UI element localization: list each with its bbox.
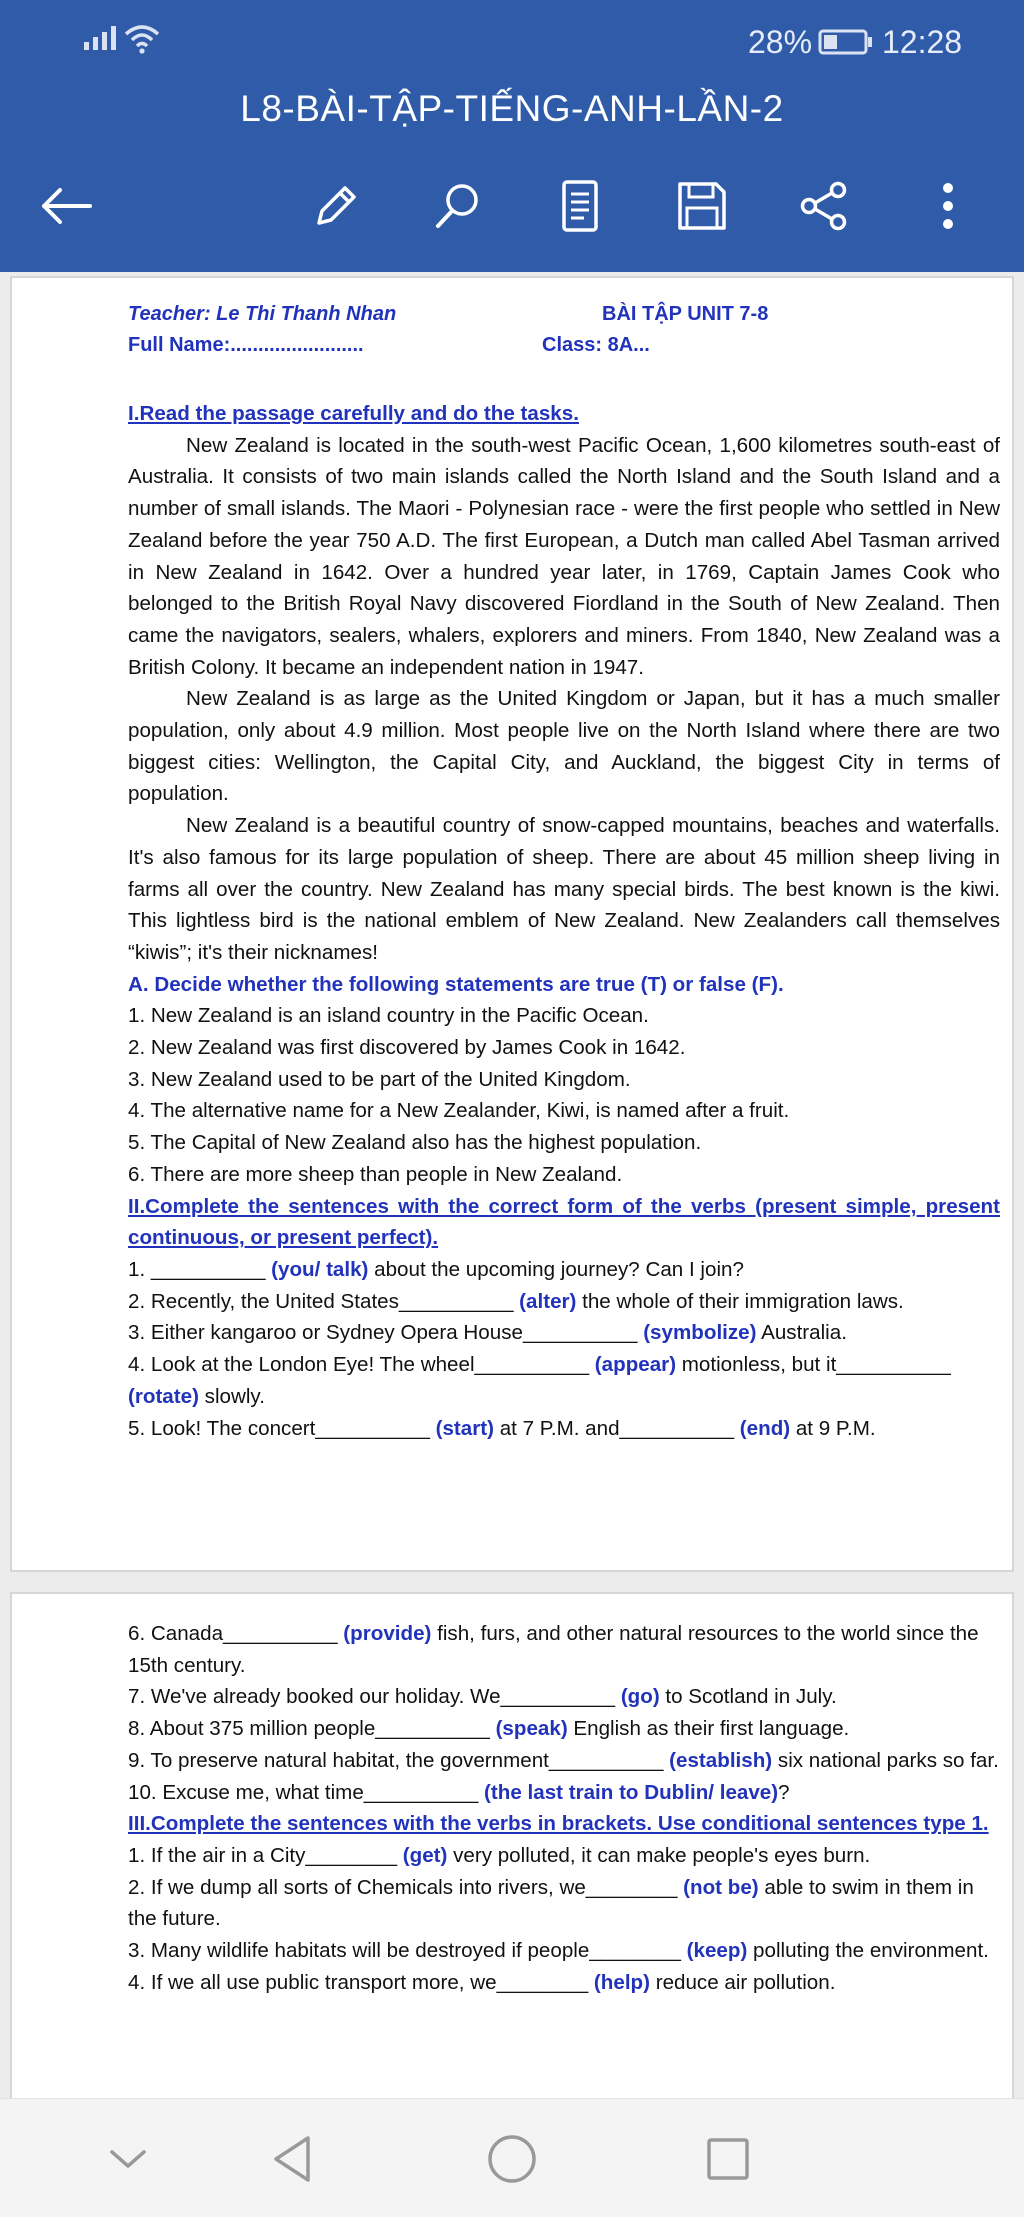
home-circle-icon [485,2132,539,2186]
exercise-text: slowly. [198,1384,265,1408]
verb-exercise-10 [128,1777,1000,1809]
exercise-text: at 7 P.M. and__________ [493,1416,740,1440]
part-a-title: A. Decide whether the following statements are true (T) or false (F). [128,972,784,996]
exercise-text: 2. If we dump all sorts of Chemicals into rivers, we________ [128,1875,684,1899]
document-page-1 [10,276,1014,1572]
exercise-text: 10. Excuse me, what time__________ [128,1780,485,1804]
verb-exercise-9 [128,1745,1000,1777]
true-false-item: 5. The Capital of New Zealand also has the highest population. [128,1131,702,1155]
true-false-item: 2. New Zealand was first discovered by James Cook in 1642. [128,1036,686,1060]
verb-hint: (get) [402,1843,448,1867]
conditional-exercise-1 [128,1840,1000,1872]
exercise-text: ? [778,1780,790,1804]
verb-hint: (rotate) [128,1384,199,1408]
exercise-text: 4. If we all use public transport more, we________ [128,1970,594,1994]
exercise-text: Australia. [756,1321,847,1345]
save-button[interactable] [666,170,738,242]
teacher-name: Teacher: Le Thi Thanh Nhan [128,303,397,325]
section-3-title: III.Complete the sentences with the verbs in brackets. Use conditional sentences type 1. [128,1812,989,1836]
save-icon [676,180,728,232]
status-bar [0,0,1024,84]
document-page-2 [10,1592,1014,2098]
verb-hint: (start) [435,1416,494,1440]
more-options-icon [938,180,958,232]
exercise-text: motionless, but it__________ [676,1353,951,1377]
back-nav-button[interactable] [260,2127,324,2191]
recents-nav-button[interactable] [696,2127,760,2191]
true-false-item: 4. The alternative name for a New Zealander, Kiwi, is named after a fruit. [128,1099,790,1123]
more-options-button[interactable] [912,170,984,242]
conditional-exercise-4 [128,1967,1000,1999]
status-time: 12:28 [882,24,963,60]
unit-title: BÀI TẬP UNIT 7-8 [602,303,769,325]
exercise-text: 7. We've already booked our holiday. We__________ [128,1685,621,1709]
collapse-nav-button[interactable] [96,2127,160,2191]
full-name-field: Full Name:........................ [128,334,364,356]
verb-hint: (keep) [686,1939,748,1963]
exercise-text: the whole of their immigration laws. [576,1289,904,1313]
back-arrow-icon [38,186,94,226]
share-button[interactable] [788,170,860,242]
verb-hint: (speak) [495,1717,568,1741]
exercise-text: about the upcoming journey? Can I join? [368,1257,744,1281]
exercise-text: 2. Recently, the United States__________ [128,1289,520,1313]
pencil-icon [311,181,361,231]
verb-exercise-2 [128,1286,1000,1318]
passage-paragraph-3: New Zealand is a beautiful country of snow-capped mountains, beaches and waterfalls. It's also famous for its large population of sheep. There are about 45 million sheep living in farms all over the country. New Zealand has many special birds. The best known is the kiwi. This lightless bird is the national emblem of New Zealand. New Zealanders call themselves “kiwis”; it's their nicknames! [128,814,1000,964]
true-false-item: 6. There are more sheep than people in New Zealand. [128,1162,623,1186]
exercise-text: very polluted, it can make people's eyes burn. [447,1843,871,1867]
section-1-title: I.Read the passage carefully and do the tasks. [128,402,579,425]
exercise-text: fish, furs, and other natural resources to the world since the 15th century. [128,1622,979,1677]
reading-view-icon [560,179,600,233]
wifi-icon [124,22,160,54]
verb-hint: (end) [739,1416,791,1440]
home-nav-button[interactable] [480,2127,544,2191]
exercise-text: 6. Canada__________ [128,1622,344,1645]
verb-hint: (symbolize) [643,1321,757,1345]
passage-paragraph-2: New Zealand is as large as the United Kingdom or Japan, but it has a much smaller population, only about 4.9 million. Most people live on the North Island where there are two biggest cities: Wellington, the Capital City, and Auckland, the biggest City in terms of population. [128,687,1000,806]
verb-exercise-3 [128,1317,1000,1349]
conditional-exercise-2 [128,1872,1000,1935]
exercise-text: 5. Look! The concert__________ [128,1416,436,1440]
collapse-chevron-icon [106,2145,150,2173]
exercise-text: to Scotland in July. [659,1685,837,1709]
verb-exercise-5 [128,1413,1000,1445]
verb-hint: (alter) [519,1289,577,1313]
verb-hint: (not be) [683,1875,759,1899]
verb-hint: (provide) [343,1622,432,1645]
true-false-item: 3. New Zealand used to be part of the United Kingdom. [128,1067,631,1091]
verb-hint: (help) [593,1970,650,1994]
edit-button[interactable] [300,170,372,242]
verb-exercise-7 [128,1681,1000,1713]
verb-hint: (appear) [594,1353,677,1377]
exercise-text: 8. About 375 million people__________ [128,1717,496,1741]
verb-hint: (you/ talk) [271,1257,369,1281]
exercise-text: able to swim in them in the future. [128,1875,974,1931]
exercise-text: 3. Many wildlife habitats will be destroyed if people________ [128,1939,687,1963]
recents-square-icon [703,2134,753,2184]
reading-view-button[interactable] [544,170,616,242]
share-icon [798,180,850,232]
exercise-text: 1. If the air in a City________ [128,1843,403,1867]
app-bar [0,0,1024,272]
passage-paragraph-1: New Zealand is located in the south-west Pacific Ocean, 1,600 kilometres south-east of Australia. It consists of two main islands called the North Island and the South Island and a number of small islands. The Maori - Polynesian race - were the first people who settled in New Zealand before the year 750 A.D. The first European, a Dutch man called Abel Tasman arrived in New Zealand in 1642. Over a hundred year later, in 1769, Captain James Cook who belonged to the British Royal Navy discovered Fiordland in the South of New Zealand. Then came the navigators, sealers, whalers, explorers and miners. From 1840, New Zealand was a British Colony. It became an independent nation in 1947. [128,433,1000,679]
exercise-text: at 9 P.M. [790,1416,876,1440]
back-button[interactable] [30,170,102,242]
signal-icon [84,26,116,50]
page-2-body [128,1618,1000,1998]
exercise-text: six national parks so far. [772,1748,999,1772]
exercise-text: polluting the environment. [747,1939,989,1963]
page-1-body [128,398,1000,1444]
section-2-title: II.Complete the sentences with the correct form of the verbs (present simple, present continuous, or present perfect). [128,1194,1000,1250]
verb-hint: (the last train to Dublin/ leave) [484,1780,779,1804]
verb-exercise-1 [128,1254,1000,1286]
conditional-exercise-3 [128,1935,1000,1967]
exercise-text: 1. __________ [128,1257,272,1281]
search-button[interactable] [422,170,494,242]
verb-exercise-6 [128,1618,1000,1681]
verb-hint: (go) [620,1685,660,1709]
search-icon [432,180,484,232]
exercise-text: 9. To preserve natural habitat, the government__________ [128,1748,670,1772]
document-title: L8-BÀI-TẬP-TIẾNG-ANH-LẦN-2 [240,88,784,129]
verb-hint: (establish) [669,1748,773,1772]
exercise-text: 3. Either kangaroo or Sydney Opera House__________ [128,1321,644,1345]
true-false-item: 1. New Zealand is an island country in the Pacific Ocean. [128,1004,649,1028]
system-nav-bar [0,2098,1024,2217]
back-triangle-icon [268,2133,316,2185]
verb-exercise-8 [128,1713,1000,1745]
toolbar [0,170,1024,242]
exercise-text: English as their first language. [567,1717,850,1741]
verb-exercise-4 [128,1349,1000,1412]
class-field: Class: 8A... [542,334,650,356]
exercise-text: 4. Look at the London Eye! The wheel__________ [128,1353,595,1377]
battery-percent: 28% [748,24,813,60]
battery-icon [818,28,874,56]
exercise-text: reduce air pollution. [649,1970,836,1994]
